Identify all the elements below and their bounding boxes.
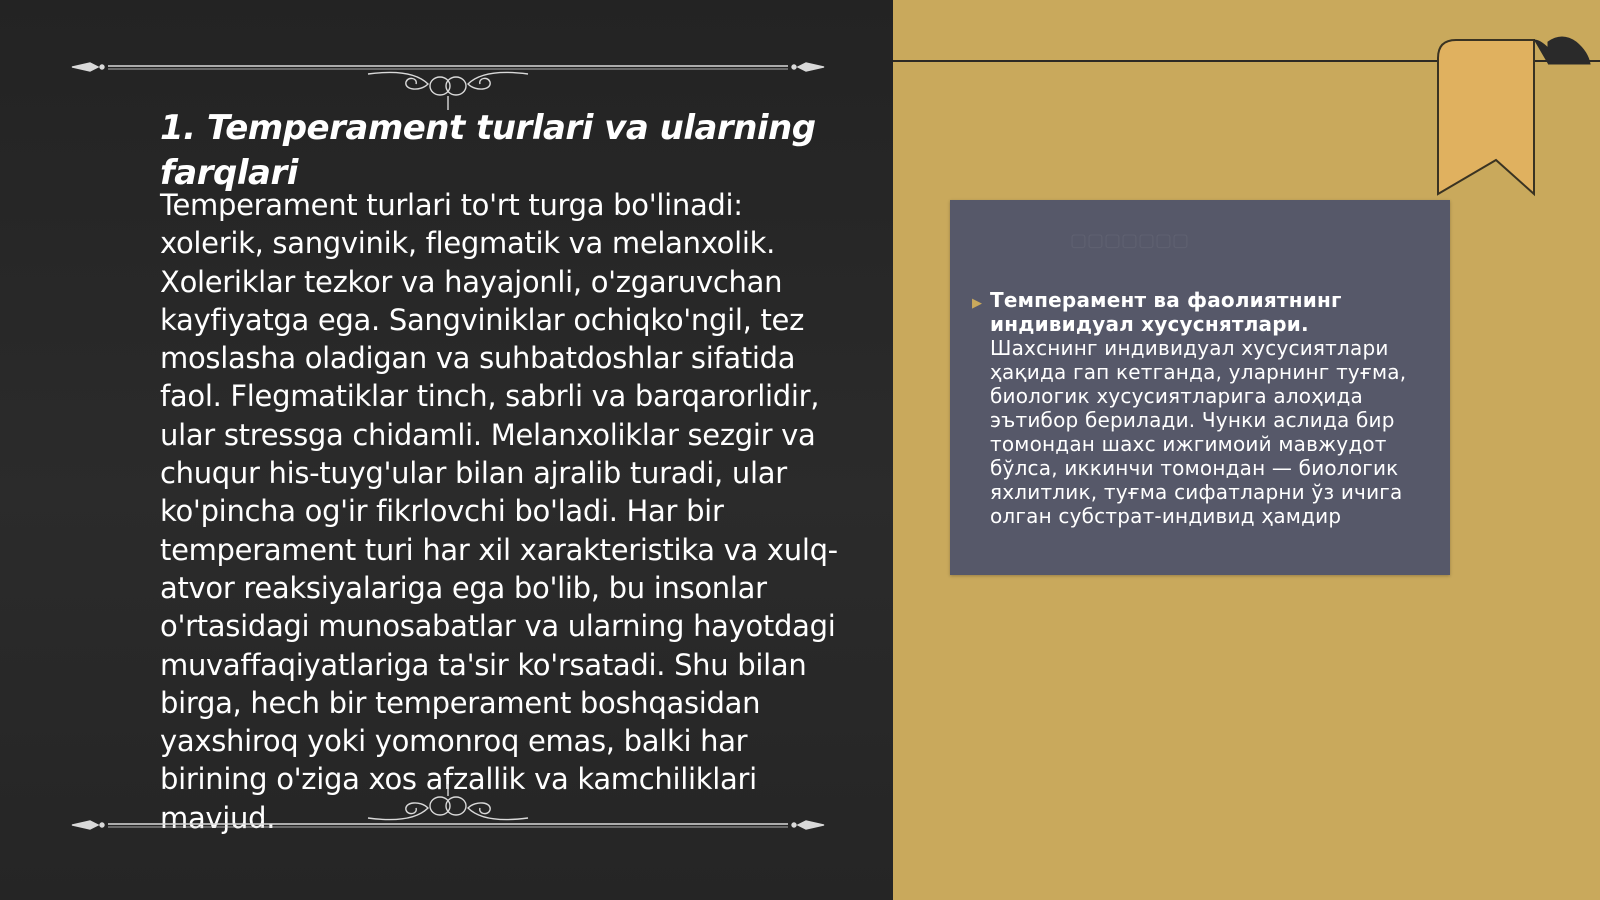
slide-title: 1. Temperament turlari va ularning farqlari — [160, 108, 816, 193]
bottom-ornament-divider-icon — [68, 780, 828, 840]
slide-body-text: Temperament turlari to'rt turga bo'linadi: xolerik, sangvinik, flegmatik va melanxolik. Xoleriklar tezkor va hayajonli, o'zgaruvchan kayfiyatga ega. Sangviniklar ochiqko'ngil, tez moslasha oladigan va suhbatdoshlar sifatida faol. Flegmatiklar tinch, sabrli va barqarorlidir, ular stressga chidamli. Melanxoliklar sezgir va chuqur his-tuyg'ular bilan ajralib turadi, ular ko'pincha og'ir fikrlovchi bo'ladi. Har bir temperament turi har xil xarakteristika va xulq-atvor reaksiyalariga ega bo'lib, bu insonlar o'rtasidagi munosabatlar va ularning hayotdagi muvaffaqiyatlariga ta'sir ko'rsatadi. Shu bilan birga, hech bir temperament boshqasidan yaxshiroq yoki yomonroq emas, balki har birining o'ziga xos afzallik va kamchiliklari mavjud. — [160, 188, 838, 835]
triangle-bullet-icon: ▶ — [972, 296, 982, 311]
card-text-block — [990, 288, 1430, 528]
top-ornament-divider-icon — [68, 52, 828, 112]
bookmark-ribbon-icon — [1436, 36, 1592, 198]
card-body-text: Шахснинг индивидуал хусусиятлари ҳақида гап кетганда, уларнинг туғма, биологик хусусиятларига алоҳида эътибор берилади. Чунки аслида бир томондан шахс ижгимоий мавжудот бўлса, иккинчи томондан — биологик яхлитлик, туғма сифатларни ўз ичига олган субстрат-индивид ҳамдир — [990, 336, 1407, 528]
card-watermark: ▢▢▢▢▢▢▢ — [1070, 230, 1190, 251]
info-card — [950, 200, 1450, 575]
card-title: Темперамент ва фаолиятнинг индивидуал хусуснятлари. — [990, 288, 1342, 336]
